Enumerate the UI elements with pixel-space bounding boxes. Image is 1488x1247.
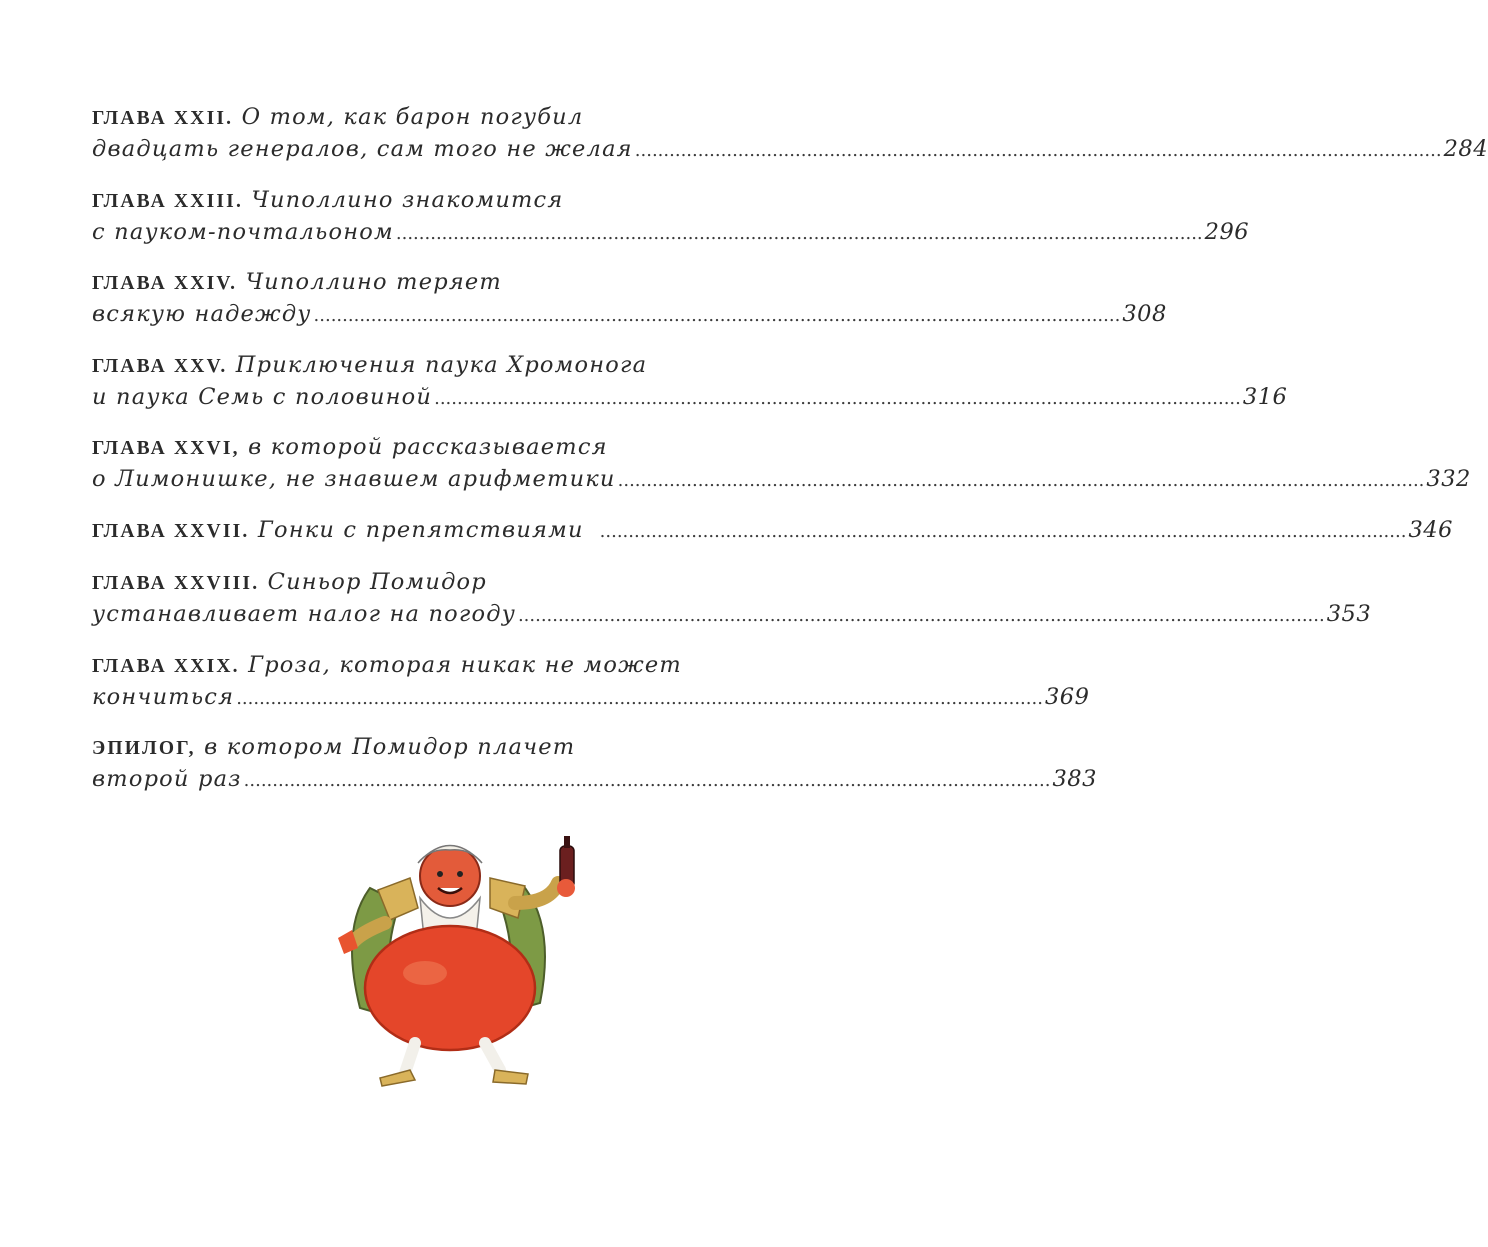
dot-leader: ............................................................................................................................................. — [313, 305, 1121, 327]
chapter-title: Чиполлино знакомится — [251, 186, 564, 213]
toc-entry-chapter-22[interactable] — [92, 102, 1488, 185]
chapter-number: ГЛАВА XXVI, — [92, 438, 240, 460]
chapter-title: Гроза, которая никак не может — [248, 651, 682, 678]
chapter-title-continued: кончиться — [92, 683, 235, 710]
toc-entry-chapter-26[interactable] — [92, 432, 1471, 515]
dot-leader: ............................................................................................................................................. — [634, 140, 1442, 161]
page-number: 332 — [1426, 466, 1471, 493]
chapter-number: ЭПИЛОГ, — [92, 738, 196, 760]
chapter-title-continued: с пауком-почтальоном — [92, 218, 394, 245]
page-number: 383 — [1052, 766, 1097, 793]
chapter-number: ГЛАВА XXIII. — [92, 190, 244, 212]
chapter-title-continued: всякую надежду — [92, 301, 312, 328]
dot-leader: ............................................................................................................................................. — [599, 520, 1407, 542]
table-of-contents — [92, 102, 1488, 815]
chapter-title: Приключения паука Хромонога — [235, 351, 648, 378]
chapter-number: ГЛАВА XXVIII. — [92, 572, 260, 594]
page-number: 284 — [1443, 136, 1488, 162]
chapter-title-continued: двадцать генералов, сам того не желая — [92, 136, 633, 162]
dot-leader: ............................................................................................................................................. — [243, 770, 1051, 792]
shoe-left-icon — [380, 1070, 415, 1086]
chapter-number: ГЛАВА XXIV. — [92, 273, 238, 295]
chapter-number: ГЛАВА XXII. — [92, 108, 234, 129]
chapter-title: Гонки с препятствиями — [257, 516, 584, 543]
shoe-right-icon — [493, 1070, 528, 1084]
chapter-title-continued: и паука Семь с половиной — [92, 383, 433, 410]
chapter-number: ГЛАВА XXV. — [92, 355, 228, 377]
dot-leader: ............................................................................................................................................. — [395, 222, 1203, 244]
chapter-title: Синьор Помидор — [267, 568, 487, 595]
page-number: 316 — [1242, 383, 1288, 410]
toc-entry-chapter-23[interactable] — [92, 185, 1250, 268]
page-number: 369 — [1044, 683, 1090, 710]
dot-leader: ............................................................................................................................................. — [617, 470, 1425, 492]
chapter-title: Чиполлино теряет — [245, 269, 502, 296]
dot-leader: ............................................................................................................................................. — [236, 687, 1043, 709]
chapter-title-continued: о Лимонишке, не знавшем арифметики — [92, 466, 616, 493]
chapter-title-continued: устанавливает налог на погоду — [92, 600, 516, 627]
chapter-number: ГЛАВА XXVII. — [92, 520, 250, 542]
toc-entry-chapter-28[interactable] — [92, 567, 1372, 650]
tomato-belly-icon — [365, 926, 535, 1050]
dot-leader: ............................................................................................................................................. — [434, 387, 1241, 409]
chapter-title: в котором Помидор плачет — [204, 734, 576, 761]
toc-entry-chapter-29[interactable] — [92, 650, 1090, 733]
hand-icon — [557, 879, 575, 897]
chapter-title: в которой рассказывается — [248, 434, 608, 461]
page-number: 296 — [1204, 218, 1250, 245]
toc-entry-epilogue[interactable] — [92, 732, 1097, 815]
dot-leader: ............................................................................................................................................. — [517, 604, 1325, 626]
page-number: 346 — [1408, 516, 1453, 543]
signor-tomato-illustration — [300, 808, 600, 1093]
page-number: 308 — [1122, 301, 1167, 328]
chapter-title-continued: второй раз — [92, 766, 242, 793]
page-number: 353 — [1326, 600, 1372, 627]
toc-entry-chapter-24[interactable] — [92, 267, 1167, 350]
chapter-number: ГЛАВА XXIX. — [92, 655, 240, 677]
toc-entry-chapter-25[interactable] — [92, 350, 1288, 433]
toc-entry-chapter-27[interactable] — [92, 515, 1453, 567]
head-icon — [420, 846, 480, 906]
chapter-title: О том, как барон погубил — [241, 104, 584, 130]
